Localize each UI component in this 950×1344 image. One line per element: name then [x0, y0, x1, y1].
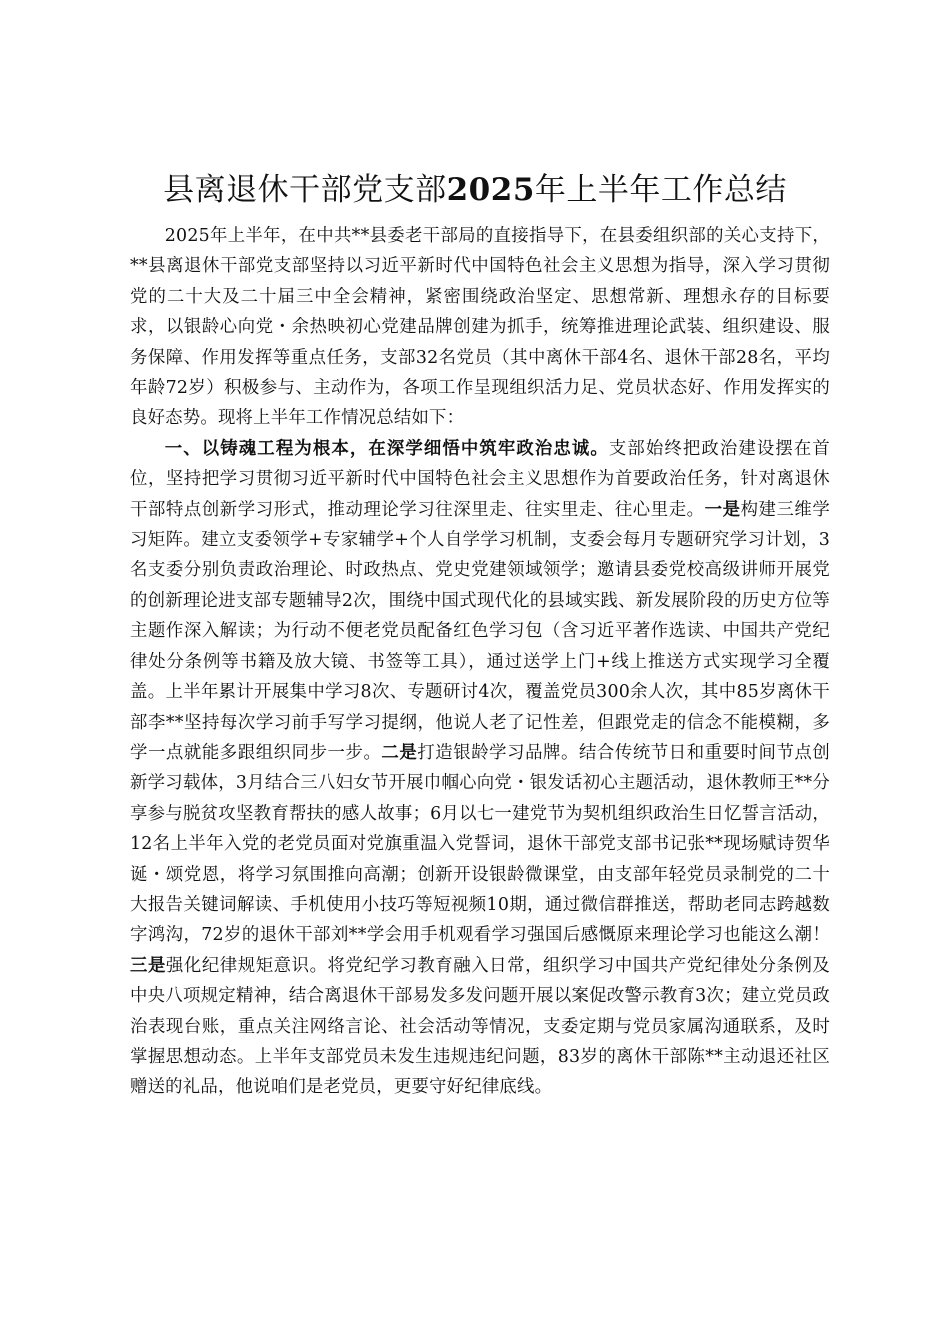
section-one-heading: 一、以铸魂工程为根本，在深学细悟中筑牢政治忠诚。 — [164, 438, 609, 459]
point-two-marker: 二是 — [381, 742, 418, 763]
document-title — [100, 162, 850, 218]
point-one-text: 构建三维学习矩阵。建立支委领学+专家辅学+个人自学学习机制，支委会每月专题研究学习计划，3名支委分别负责政治理论、时政热点、党史党建领域领学；邀请县委党校高级讲师开展党的创新理论进支部专题辅导2次，围绕中国式现代化的县域实践、新发展阶段的历史方位等主题作深入解读；为行动不便老党员配备红色学习包（含习近平著作选读、中国共产党纪律处分条例等书籍及放大镜、书签等工具），通过送学上门+线上推送方式实现学习全覆盖。上半年累计开展集中学习8次、专题研讨4次，覆盖党员300余人次，其中85岁离休干部李**坚持每次学习前手写学习提纲，他说人老了记性差，但跟党走的信念不能模糊，多学一点就能多跟组织同步一步。 — [130, 499, 830, 763]
point-three-text: 强化纪律规矩意识。将党纪学习教育融入日常，组织学习中国共产党纪律处分条例及中央八项规定精神，结合离退休干部易发多发问题开展以案促改警示教育3次；建立党员政治表现台账，重点关注网络言论、社会活动等情况，支委定期与党员家属沟通联系，及时掌握思想动态。上半年支部党员未发生违规违纪问题，83岁的离休干部陈**主动退还社区赠送的礼品，他说咱们是老党员，更要守好纪律底线。 — [130, 955, 830, 1098]
point-two-text: 打造银龄学习品牌。结合传统节日和重要时间节点创新学习载体，3月结合三八妇女节开展巾帼心向党・银发话初心主题活动，退休教师王**分享参与脱贫攻坚教育帮扶的感人故事；6月以七一建党节为契机组织政治生日忆誓言活动，12名上半年入党的老党员面对党旗重温入党誓词，退休干部党支部书记张**现场赋诗贺华诞・颂党恩，将学习氛围推向高潮；创新开设银龄微课堂，由支部年轻党员录制党的二十大报告关键词解读、手机使用小技巧等短视频10期，通过微信群推送，帮助老同志跨越数字鸿沟，72岁的退休干部刘**学会用手机观看学习强国后感慨原来理论学习也能这么潮！ — [130, 742, 830, 946]
point-one-marker: 一是 — [704, 499, 741, 520]
intro-paragraph: 2025年上半年，在中共**县委老干部局的直接指导下，在县委组织部的关心支持下，**县离退休干部党支部坚持以习近平新时代中国特色社会主义思想为指导，深入学习贯彻党的二十大及二十届三中全会精神，紧密围绕政治坚定、思想常新、理想永存的目标要求，以银龄心向党・余热映初心党建品牌创建为抓手，统筹推进理论武装、组织建设、服务保障、作用发挥等重点任务，支部32名党员（其中离休干部4名、退休干部28名，平均年龄72岁）积极参与、主动作为，各项工作呈现组织活力足、党员状态好、作用发挥实的良好态势。现将上半年工作情况总结如下： — [130, 226, 830, 429]
title-prefix: 县离退休干部党支部 — [163, 172, 447, 208]
document-body — [130, 221, 830, 1103]
section-one-paragraph — [130, 434, 830, 1103]
section-one-intro: 支部始终把政治建设摆在首位，坚持把学习贯彻习近平新时代中国特色社会主义思想作为首要政治任务，针对离退休干部特点创新学习形式，推动理论学习往深里走、往实里走、往心里走。 — [130, 438, 830, 520]
title-suffix: 年上半年工作总结 — [534, 172, 787, 208]
point-three-marker: 三是 — [130, 955, 166, 976]
title-year: 2025 — [446, 172, 535, 208]
